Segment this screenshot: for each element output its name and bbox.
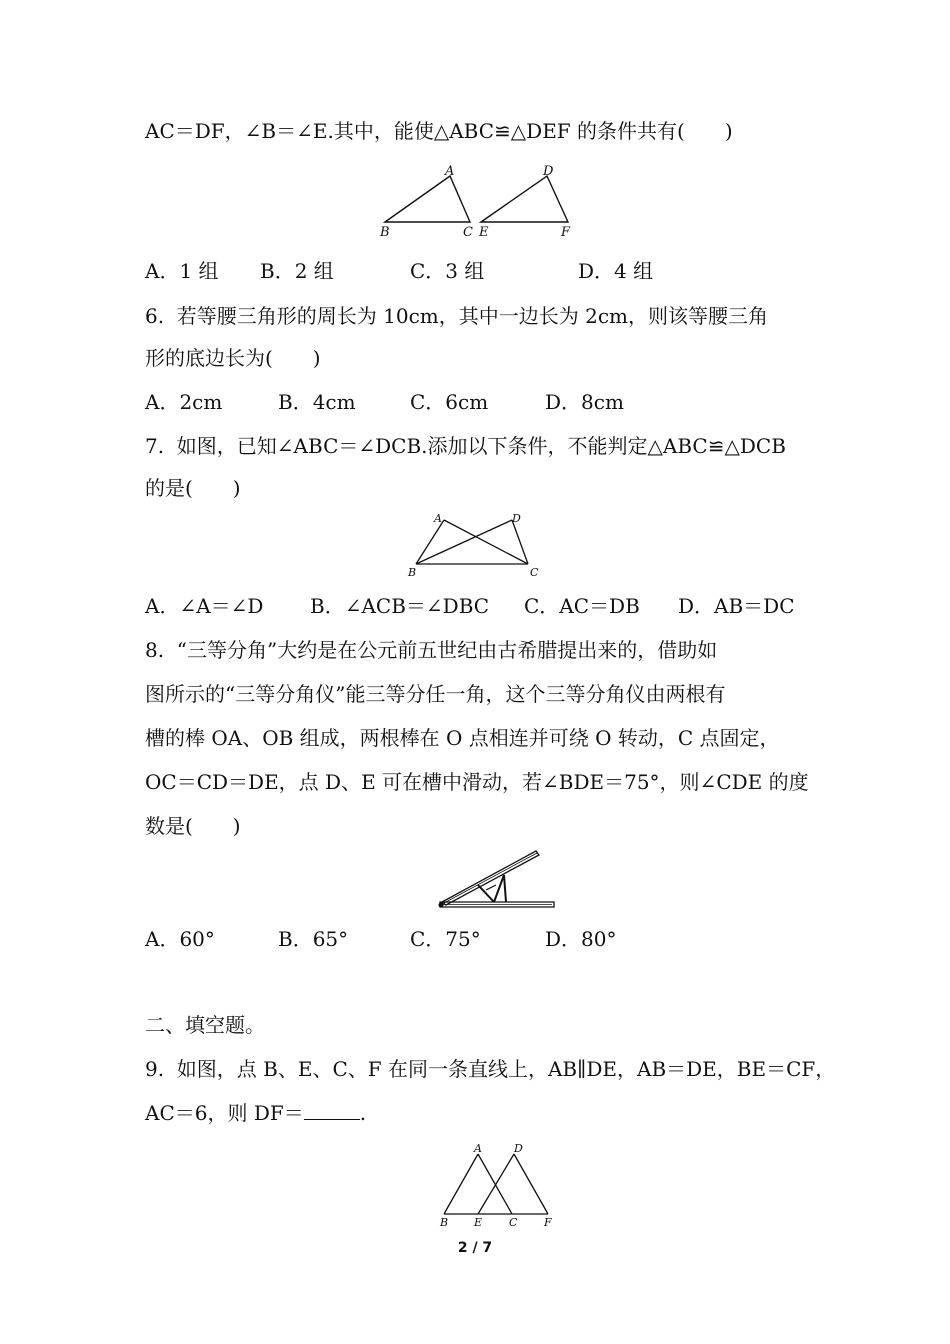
q9-line-1: 9. 如图，点 B、E、C、F 在同一条直线上，AB∥DE，AB＝DE，BE＝CF， [145,1057,836,1081]
q6-line-2: 形的底边长为( ) [145,346,321,370]
q8-line-5: 数是( ) [145,814,241,838]
q7-line-1: 7. 如图，已知∠ABC＝∠DCB.添加以下条件，不能判定△ABC≌△DCB [145,434,786,458]
q7-figure [402,508,552,580]
q6-option-b: B．4cm [278,390,356,414]
q9-line-2-prefix: AC＝6，则 DF＝ [145,1101,304,1125]
q8-line-3: 槽的棒 OA、OB 组成，两根棒在 O 点相连并可绕 O 转动，C 点固定， [145,726,780,750]
label-c: C [509,1216,518,1229]
q8-trisector-figure [436,845,561,915]
label-f: F [544,1216,552,1229]
q8-option-c: C．75° [410,927,481,951]
q7-line-2: 的是( ) [145,476,241,500]
q8-option-b: B．65° [278,927,349,951]
label-e: E [474,1216,483,1229]
q8-line-1: 8. “三等分角”大约是在公元前五世纪由古希腊提出来的，借助如 [145,638,718,662]
section-2-title: 二、填空题。 [145,1013,265,1037]
label-d: D [512,512,521,525]
q8-option-a: A．60° [145,927,215,951]
q5-option-d: D．4 组 [578,259,654,283]
label-e: E [479,225,489,240]
triangle-abc [385,176,470,222]
q5-option-a: A．1 组 [145,259,219,283]
answer-blank[interactable] [304,1101,360,1120]
q7-option-c: C．AC＝DB [524,594,640,618]
q5-figure [375,160,585,240]
label-c: C [463,225,473,240]
q5-option-c: C．3 组 [410,259,485,283]
q6-option-c: C．6cm [410,390,489,414]
label-f: F [561,225,571,240]
label-d: D [543,164,554,179]
q9-line-2-suffix: . [359,1101,367,1125]
q8-line-2: 图所示的“三等分角仪”能三等分任一角，这个三等分角仪由两根有 [145,682,726,706]
q8-option-d: D．80° [545,927,617,951]
q5-option-b: B．2 组 [260,259,334,283]
q8-line-4: OC＝CD＝DE，点 D、E 可在槽中滑动，若∠BDE＝75°，则∠CDE 的度 [145,770,809,794]
label-b: B [408,566,417,579]
triangle-def [481,176,568,222]
label-a: A [474,1142,482,1155]
label-b: B [440,1216,449,1229]
label-c: C [530,566,539,579]
q7-option-a: A．∠A＝∠D [145,594,264,618]
label-d: D [514,1142,523,1155]
q7-option-d: D．AB＝DC [678,594,795,618]
label-a: A [445,164,455,179]
q7-option-b: B．∠ACB＝∠DBC [310,594,490,618]
q6-option-d: D．8cm [545,390,624,414]
q9-figure [432,1140,557,1230]
q9-line-2 [145,1100,366,1126]
label-b: B [380,225,390,240]
q5-text: AC＝DF，∠B＝∠E.其中，能使△ABC≌△DEF 的条件共有( ) [145,119,733,143]
q6-option-a: A．2cm [145,390,223,414]
page-number: 2 / 7 [457,1240,493,1256]
q6-line-1: 6. 若等腰三角形的周长为 10cm，其中一边长为 2cm，则该等腰三角 [145,304,769,328]
label-a: A [434,512,442,525]
